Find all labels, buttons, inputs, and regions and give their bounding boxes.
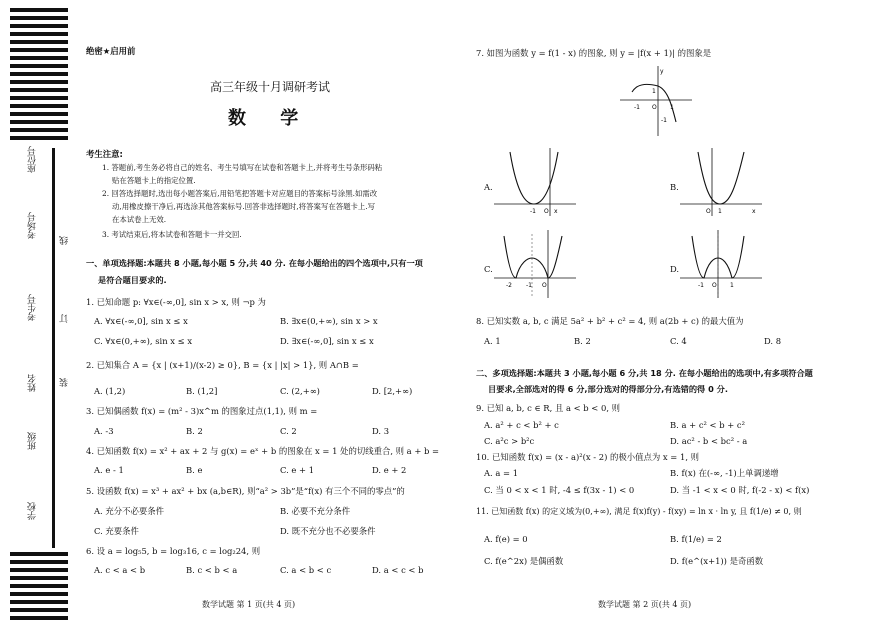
question-9-option-d: D. ac² - b < bc² - a bbox=[670, 436, 748, 446]
question-11-option-d: D. f(e^(x+1)) 是奇函数 bbox=[670, 556, 764, 566]
binding-bar bbox=[10, 88, 68, 92]
question-8-option-d: D. 8 bbox=[764, 336, 782, 346]
binding-bar bbox=[10, 616, 68, 620]
school-label: 学校 bbox=[28, 502, 38, 520]
section-two-heading-cont: 目要求,全部选对的得 6 分,部分选对的得部分分,有选错的得 0 分. bbox=[488, 384, 728, 394]
binding-bar bbox=[10, 24, 68, 28]
question-2-option-d: D. [2,+∞) bbox=[372, 386, 413, 396]
notice-line: 动,用橡皮擦干净后,再选涂其他答案标号.回答非选择题时,将答案写在答题卡上.写 bbox=[112, 202, 376, 211]
question-1-option-a: A. ∀x∈(-∞,0], sin x ≤ x bbox=[94, 316, 188, 326]
binding-bar bbox=[10, 576, 68, 580]
notice-line: 1. 答题前,考生务必将自己的姓名、考生号填写在试卷和答题卡上,并将考生号条形码粘 bbox=[102, 163, 383, 172]
binding-bar bbox=[10, 584, 68, 588]
seat-number-label: 座位号 bbox=[28, 146, 38, 173]
question-11-option-a: A. f(e) = 0 bbox=[484, 534, 528, 544]
binding-bar bbox=[10, 136, 68, 140]
page-footer: 数学试题 第 2 页(共 4 页) bbox=[598, 600, 692, 609]
binding-bar bbox=[10, 128, 68, 132]
binding-bar bbox=[10, 96, 68, 100]
tick-label: 1 bbox=[718, 208, 722, 215]
question-5-option-a: A. 充分不必要条件 bbox=[94, 506, 164, 516]
cut-line-mark: 订 bbox=[60, 314, 70, 323]
question-3-option-b: B. 2 bbox=[186, 426, 203, 436]
question-9-option-c: C. a²c > b²c bbox=[484, 436, 535, 446]
question-5-stem: 5. 设函数 f(x) = x³ + ax² + bx (a,b∈R), 则“a² > 3b”是“f(x) 有三个不同的零点”的 bbox=[86, 486, 405, 496]
question-10-option-a: A. a = 1 bbox=[484, 468, 519, 478]
binding-bar bbox=[10, 40, 68, 44]
question-7-option-d-label: D. bbox=[670, 264, 680, 274]
cut-line-mark: 装 bbox=[60, 378, 70, 387]
binding-bar bbox=[10, 32, 68, 36]
binding-bar bbox=[10, 608, 68, 612]
candidate-number-label: 考生号 bbox=[28, 294, 38, 321]
question-3-stem: 3. 已知偶函数 f(x) = (m² - 3)x^m 的图象过点(1,1), 则 m = bbox=[86, 406, 318, 416]
notice-line: 3. 考试结束后,将本试卷和答题卡一并交回. bbox=[102, 230, 242, 239]
question-8-option-b: B. 2 bbox=[574, 336, 591, 346]
tick-label: x bbox=[554, 208, 558, 215]
binding-bar bbox=[10, 120, 68, 124]
tick-label: x bbox=[752, 208, 756, 215]
question-4-option-b: B. e bbox=[186, 465, 203, 475]
class-label: 班级 bbox=[28, 432, 38, 450]
question-7-option-a-graph bbox=[492, 146, 578, 218]
question-7-given-graph bbox=[618, 62, 694, 138]
binding-bar bbox=[10, 64, 68, 68]
binding-line bbox=[52, 148, 55, 548]
tick-label: O bbox=[652, 104, 657, 111]
tick-label: -1 bbox=[526, 282, 532, 289]
tick-label: O bbox=[544, 208, 549, 215]
notice-line: 2. 回答选择题时,选出每小题答案后,用铅笔把答题卡对应题目的答案标号涂黑.如需改 bbox=[102, 189, 378, 198]
question-5-option-b: B. 必要不充分条件 bbox=[280, 506, 351, 516]
tick-label: 1 bbox=[730, 282, 734, 289]
question-8-stem: 8. 已知实数 a, b, c 满足 5a² + b² + c² = 4, 则 a(2b + c) 的最大值为 bbox=[476, 316, 744, 326]
question-3-option-d: D. 3 bbox=[372, 426, 390, 436]
binding-bar bbox=[10, 560, 68, 564]
question-7-option-a-label: A. bbox=[484, 182, 493, 192]
tick-label: O bbox=[712, 282, 717, 289]
question-7-option-c-label: C. bbox=[484, 264, 493, 274]
tick-label: -1 bbox=[530, 208, 536, 215]
tick-label: 1 bbox=[652, 88, 656, 95]
exam-title: 高三年级十月调研考试 bbox=[210, 80, 331, 94]
question-10-stem: 10. 已知函数 f(x) = (x - a)²(x - 2) 的极小值点为 x = 1, 则 bbox=[476, 452, 700, 462]
axis-label-y: y bbox=[660, 68, 664, 75]
question-4-option-c: C. e + 1 bbox=[280, 465, 315, 475]
question-2-option-b: B. (1,2] bbox=[186, 386, 218, 396]
question-7-option-d-graph bbox=[678, 228, 764, 300]
tick-label: O bbox=[706, 208, 711, 215]
question-3-option-a: A. -3 bbox=[94, 426, 114, 436]
tick-label: -2 bbox=[506, 282, 512, 289]
question-1-stem: 1. 已知命题 p: ∀x∈(-∞,0], sin x > x, 则 ¬p 为 bbox=[86, 297, 266, 307]
question-4-option-d: D. e + 2 bbox=[372, 465, 407, 475]
question-1-option-d: D. ∃x∈(-∞,0], sin x ≤ x bbox=[280, 336, 374, 346]
subject-title: 数 学 bbox=[228, 108, 313, 129]
question-4-option-a: A. e - 1 bbox=[94, 465, 124, 475]
tick-label: -1 bbox=[634, 104, 640, 111]
question-1-option-b: B. ∃x∈(0,+∞), sin x > x bbox=[280, 316, 378, 326]
notice-line: 在本试卷上无效. bbox=[112, 215, 167, 224]
question-8-option-c: C. 4 bbox=[670, 336, 687, 346]
question-10-option-d: D. 当 -1 < x < 0 时, f(-2 - x) < f(x) bbox=[670, 485, 810, 495]
binding-bar bbox=[10, 112, 68, 116]
question-10-option-b: B. f(x) 在(-∞, -1)上单调递增 bbox=[670, 468, 779, 478]
cut-line-mark: 线 bbox=[60, 236, 70, 245]
tick-label: O bbox=[542, 282, 547, 289]
binding-bar bbox=[10, 592, 68, 596]
question-8-option-a: A. 1 bbox=[484, 336, 501, 346]
page-footer: 数学试题 第 1 页(共 4 页) bbox=[202, 600, 296, 609]
binding-bar bbox=[10, 72, 68, 76]
question-9-stem: 9. 已知 a, b, c ∈ R, 且 a < b < 0, 则 bbox=[476, 403, 621, 413]
binding-strip bbox=[0, 0, 70, 630]
notice-title: 考生注意: bbox=[86, 149, 123, 159]
question-10-option-c: C. 当 0 < x < 1 时, -4 ≤ f(3x - 1) < 0 bbox=[484, 485, 635, 495]
tick-label: 1 bbox=[670, 104, 674, 111]
question-5-option-d: D. 既不充分也不必要条件 bbox=[280, 526, 376, 536]
function-curve bbox=[698, 152, 744, 204]
question-2-stem: 2. 已知集合 A = {x | (x+1)/(x-2) ≥ 0}, B = {x | |x| > 1}, 则 A∩B = bbox=[86, 360, 359, 370]
binding-bar bbox=[10, 600, 68, 604]
binding-bar bbox=[10, 552, 68, 556]
question-1-option-c: C. ∀x∈(0,+∞), sin x ≤ x bbox=[94, 336, 193, 346]
question-4-stem: 4. 已知函数 f(x) = x² + ax + 2 与 g(x) = eˣ + b 的图象在 x = 1 处的切线重合, 则 a + b = bbox=[86, 446, 440, 456]
binding-bar bbox=[10, 568, 68, 572]
section-one-heading-cont: 是符合题目要求的. bbox=[98, 275, 167, 285]
question-9-option-a: A. a² + c < b² + c bbox=[484, 420, 559, 430]
question-2-option-a: A. (1,2) bbox=[94, 386, 126, 396]
function-curve bbox=[504, 236, 562, 278]
question-7-stem: 7. 如图为函数 y = f(1 - x) 的图象, 则 y = |f(x + 1)| 的图象是 bbox=[476, 48, 712, 58]
question-7-option-b-label: B. bbox=[670, 182, 679, 192]
binding-bar bbox=[10, 56, 68, 60]
question-11-option-c: C. f(e^2x) 是偶函数 bbox=[484, 556, 564, 566]
question-11-stem: 11. 已知函数 f(x) 的定义域为(0,+∞), 满足 f(x)f(y) - f(xy) = ln x · ln y, 且 f(1/e) ≠ 0, 则 bbox=[476, 507, 802, 516]
question-6-option-c: C. a < b < c bbox=[280, 565, 332, 575]
question-2-option-c: C. (2,+∞) bbox=[280, 386, 320, 396]
question-3-option-c: C. 2 bbox=[280, 426, 297, 436]
section-two-heading: 二、多项选择题:本题共 3 小题,每小题 6 分,共 18 分. 在每小题给出的选项中,有多项符合题 bbox=[476, 368, 813, 378]
question-5-option-c: C. 充要条件 bbox=[94, 526, 139, 536]
question-7-option-c-graph bbox=[492, 228, 578, 300]
question-7-option-b-graph bbox=[678, 146, 764, 218]
binding-bar bbox=[10, 104, 68, 108]
tick-label: -1 bbox=[661, 117, 667, 124]
tick-label: -1 bbox=[698, 282, 704, 289]
binding-bar bbox=[10, 80, 68, 84]
section-one-heading: 一、单项选择题:本题共 8 小题,每小题 5 分,共 40 分. 在每小题给出的四个选项中,只有一项 bbox=[86, 258, 423, 268]
notice-line: 贴在答题卡上的指定位置. bbox=[112, 176, 196, 185]
binding-bar bbox=[10, 16, 68, 20]
exam-room-label: 考场号 bbox=[28, 212, 38, 239]
question-11-option-b: B. f(1/e) = 2 bbox=[670, 534, 722, 544]
question-6-stem: 6. 设 a = log₅5, b = log₃16, c = log₂24, 则 bbox=[86, 546, 261, 556]
question-6-option-b: B. c < b < a bbox=[186, 565, 238, 575]
name-label: 姓名 bbox=[28, 374, 38, 392]
secret-mark: 绝密★启用前 bbox=[86, 46, 136, 56]
question-6-option-a: A. c < a < b bbox=[94, 565, 146, 575]
question-9-option-b: B. a + c² < b + c² bbox=[670, 420, 745, 430]
function-curve bbox=[510, 152, 558, 204]
binding-bar bbox=[10, 48, 68, 52]
binding-bar bbox=[10, 8, 68, 12]
question-6-option-d: D. a < c < b bbox=[372, 565, 424, 575]
